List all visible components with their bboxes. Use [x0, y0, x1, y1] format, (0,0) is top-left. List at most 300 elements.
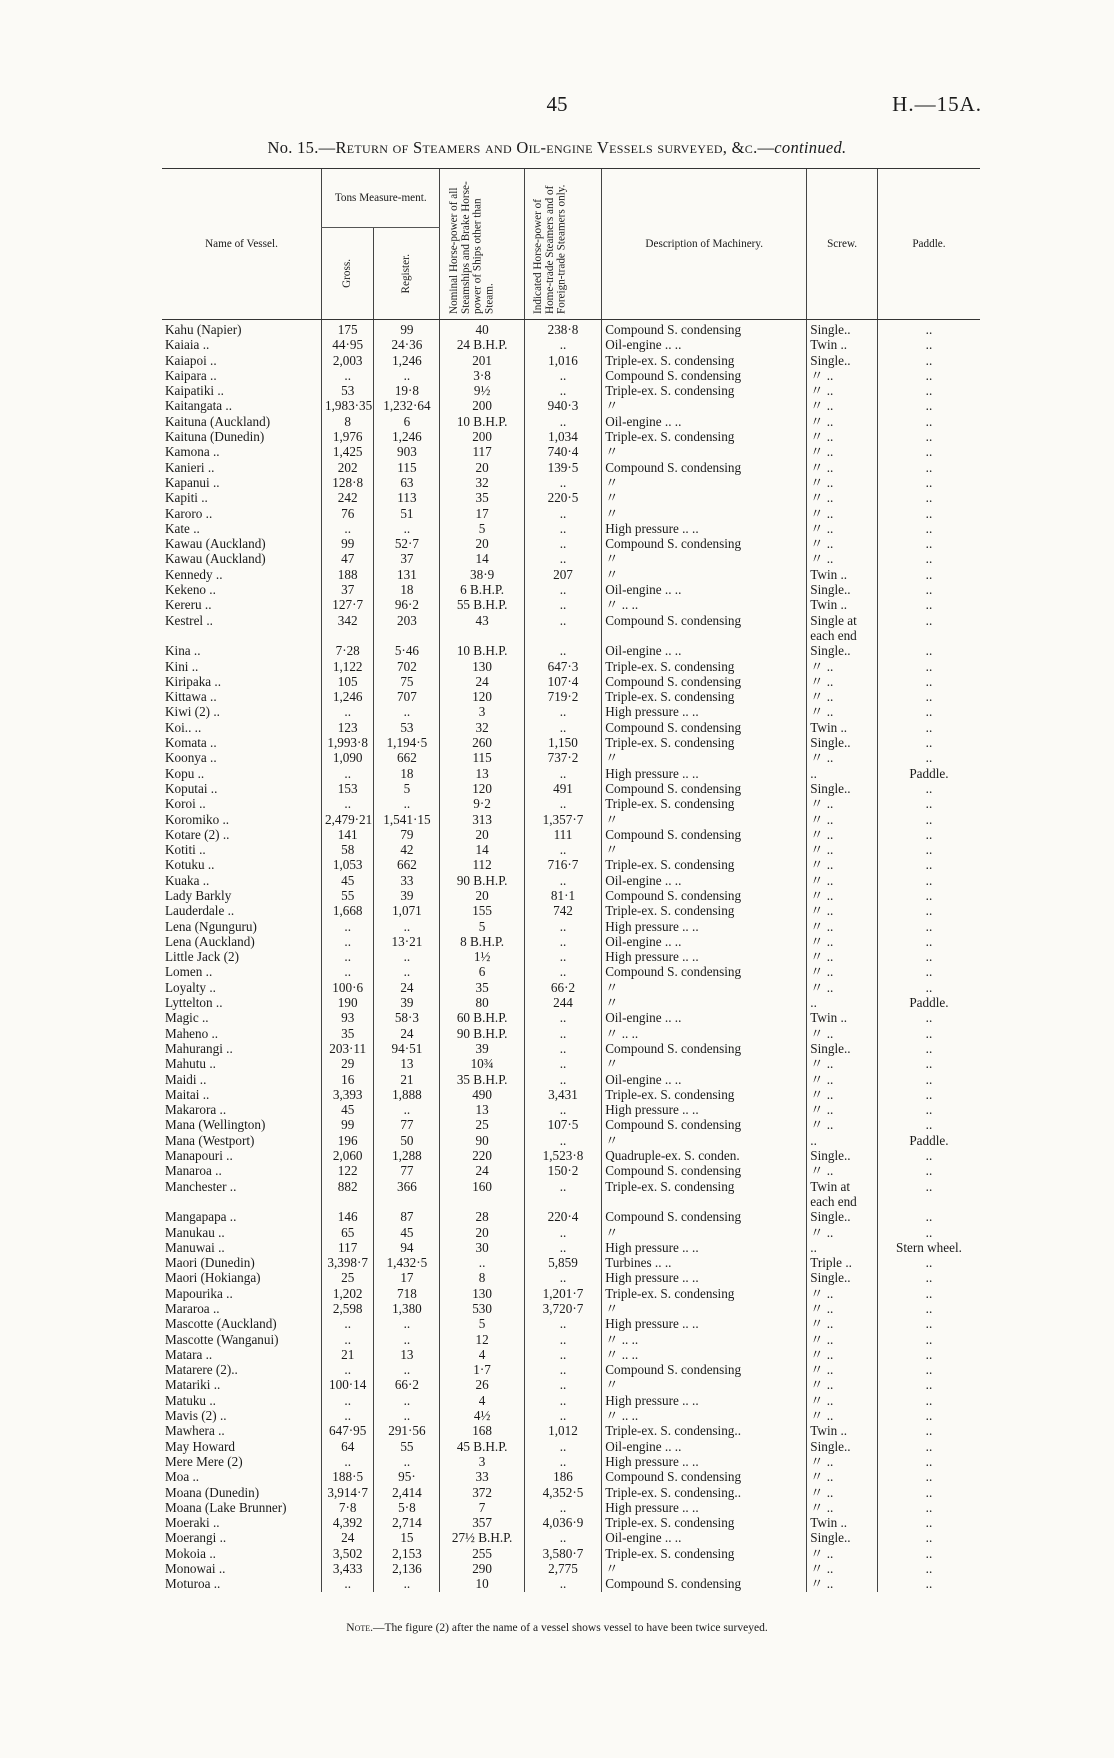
register-tons-cell: ..: [374, 521, 440, 536]
indicated-hp-cell: ..: [524, 1102, 601, 1117]
gross-tons-cell: 122: [321, 1163, 373, 1178]
gross-tons-cell: 100·14: [321, 1377, 373, 1392]
nominal-hp-cell: 26: [440, 1377, 524, 1392]
gross-tons-cell: 342: [321, 613, 373, 628]
machinery-cell: Triple-ex. S. condensing: [602, 1286, 807, 1301]
register-tons-cell: 18: [374, 766, 440, 781]
table-row: [162, 1347, 980, 1362]
table-row: [162, 1087, 980, 1102]
machinery-cell: High pressure .. ..: [602, 1270, 807, 1285]
table-row: [162, 1485, 980, 1500]
indicated-hp-cell: 107·5: [524, 1117, 601, 1132]
gross-tons-cell: 37: [321, 582, 373, 597]
gross-tons-cell: 105: [321, 674, 373, 689]
register-tons-cell: [374, 1194, 440, 1209]
gross-tons-cell: 188: [321, 567, 373, 582]
table-row: [162, 1546, 980, 1561]
table-row: [162, 1377, 980, 1392]
indicated-hp-cell: ..: [524, 1362, 601, 1377]
gross-tons-cell: 1,425: [321, 444, 373, 459]
nominal-hp-cell: 80: [440, 995, 524, 1010]
machinery-cell: 〃: [602, 1561, 807, 1576]
title-main: Return of Steamers and Oil-engine Vessels surveyed, &c.—: [335, 138, 775, 157]
register-tons-cell: ..: [374, 1408, 440, 1423]
screw-cell: Twin ..: [807, 567, 878, 582]
paddle-cell: ..: [877, 582, 980, 597]
table-row: [162, 888, 980, 903]
register-tons-cell: 45: [374, 1225, 440, 1240]
gross-tons-cell: 1,983·35: [321, 398, 373, 413]
vessel-name-cell: Maidi ..: [165, 1071, 207, 1087]
machinery-cell: Triple-ex. S. condensing..: [602, 1485, 807, 1500]
screw-cell: 〃 ..: [807, 1332, 878, 1347]
gross-tons-cell: 16: [321, 1072, 373, 1087]
table-row: [162, 460, 980, 475]
screw-cell: 〃 ..: [807, 949, 878, 964]
register-tons-cell: 24: [374, 980, 440, 995]
gross-tons-cell: 64: [321, 1439, 373, 1454]
register-tons-cell: 366: [374, 1179, 440, 1194]
register-tons-cell: 13: [374, 1056, 440, 1071]
screw-cell: Twin ..: [807, 1423, 878, 1438]
nominal-hp-cell: 9½: [440, 383, 524, 398]
machinery-cell: 〃: [602, 980, 807, 995]
gross-tons-cell: ..: [321, 964, 373, 979]
gross-tons-cell: 1,668: [321, 903, 373, 918]
table-row: [162, 383, 980, 398]
vessel-name-cell: Matara ..: [165, 1346, 213, 1362]
screw-cell: 〃 ..: [807, 536, 878, 551]
nominal-hp-cell: 200: [440, 429, 524, 444]
paddle-cell: ..: [877, 1423, 980, 1438]
gross-tons-cell: 1,246: [321, 689, 373, 704]
vessel-name-cell: Kawau (Auckland): [165, 551, 266, 567]
paddle-cell: ..: [877, 1332, 980, 1347]
indicated-hp-cell: 4,352·5: [524, 1485, 601, 1500]
machinery-cell: Oil-engine .. ..: [602, 1010, 807, 1025]
table-row: [162, 1163, 980, 1178]
gross-tons-cell: 8: [321, 414, 373, 429]
gross-tons-cell: ..: [321, 1332, 373, 1347]
indicated-hp-cell: ..: [524, 1347, 601, 1362]
gross-tons-cell: 47: [321, 551, 373, 566]
table-row: [162, 919, 980, 934]
nominal-hp-cell: 5: [440, 919, 524, 934]
screw-cell: 〃 ..: [807, 1316, 878, 1331]
paddle-cell: ..: [877, 980, 980, 995]
gross-tons-cell: ..: [321, 1316, 373, 1331]
title-continued: continued.: [774, 138, 847, 157]
screw-cell: Single..: [807, 1148, 878, 1163]
vessel-name-cell: Karoro ..: [165, 505, 213, 521]
gross-tons-cell: 29: [321, 1056, 373, 1071]
table-row: [162, 735, 980, 750]
table-row: [162, 1286, 980, 1301]
footnote: [0, 1622, 1114, 1634]
paddle-cell: ..: [877, 460, 980, 475]
register-tons-cell: 5: [374, 781, 440, 796]
indicated-hp-cell: 238·8: [524, 320, 601, 338]
screw-cell: 〃 ..: [807, 414, 878, 429]
nominal-hp-cell: 290: [440, 1561, 524, 1576]
register-tons-cell: 42: [374, 842, 440, 857]
machinery-cell: Compound S. condensing: [602, 674, 807, 689]
screw-cell: 〃 ..: [807, 551, 878, 566]
table-row: [162, 521, 980, 536]
register-tons-cell: 1,888: [374, 1087, 440, 1102]
screw-cell: 〃 ..: [807, 1485, 878, 1500]
indicated-hp-cell: ..: [524, 521, 601, 536]
paddle-cell: ..: [877, 1530, 980, 1545]
machinery-cell: 〃 .. ..: [602, 1332, 807, 1347]
register-label: Register.: [400, 253, 413, 294]
footnote-text: —The figure (2) after the name of a vessel shows vessel to have been twice surveyed.: [373, 1622, 768, 1634]
register-tons-cell: 33: [374, 873, 440, 888]
machinery-cell: Compound S. condensing: [602, 460, 807, 475]
paddle-cell: ..: [877, 842, 980, 857]
register-tons-cell: 79: [374, 827, 440, 842]
gross-tons-cell: ..: [321, 766, 373, 781]
paddle-cell: ..: [877, 1347, 980, 1362]
nominal-hp-cell: 30: [440, 1240, 524, 1255]
screw-cell: Twin ..: [807, 337, 878, 352]
indicated-hp-cell: 3,720·7: [524, 1301, 601, 1316]
column-header-tons: Tons Measure-ment.: [321, 169, 439, 228]
gross-tons-cell: 1,122: [321, 659, 373, 674]
vessel-name-cell: Lomen ..: [165, 964, 213, 980]
table-row: [162, 414, 980, 429]
vessel-name-cell: Manukau ..: [165, 1224, 225, 1240]
nominal-hp-cell: 7: [440, 1500, 524, 1515]
nominal-hp-cell: 35: [440, 490, 524, 505]
column-header-machinery: Description of Machinery.: [602, 169, 807, 320]
indicated-hp-cell: ..: [524, 1576, 601, 1591]
nominal-hp-cell: [440, 628, 524, 643]
table-row: [162, 1332, 980, 1347]
indicated-hp-cell: 1,016: [524, 353, 601, 368]
register-tons-cell: 2,153: [374, 1546, 440, 1561]
vessel-name-cell: Kereru ..: [165, 597, 212, 613]
table-row: [162, 398, 980, 413]
gross-tons-cell: 99: [321, 1117, 373, 1132]
screw-cell: Twin at: [807, 1179, 878, 1194]
paddle-cell: ..: [877, 812, 980, 827]
column-header-register: [374, 228, 440, 320]
register-tons-cell: 1,288: [374, 1148, 440, 1163]
table-row: [162, 1148, 980, 1163]
paddle-cell: ..: [877, 613, 980, 628]
paddle-cell: ..: [877, 429, 980, 444]
indicated-hp-cell: 491: [524, 781, 601, 796]
nominal-hp-cell: [440, 1194, 524, 1209]
nominal-hp-cell: 1½: [440, 949, 524, 964]
machinery-cell: Compound S. condensing: [602, 1209, 807, 1224]
screw-cell: Single..: [807, 1209, 878, 1224]
register-tons-cell: 15: [374, 1530, 440, 1545]
gross-tons-cell: 882: [321, 1179, 373, 1194]
paddle-cell: ..: [877, 320, 980, 338]
register-tons-cell: 5·46: [374, 643, 440, 658]
nominal-hp-cell: 60 B.H.P.: [440, 1010, 524, 1025]
indicated-hp-cell: 3,580·7: [524, 1546, 601, 1561]
nominal-hp-cell: 20: [440, 460, 524, 475]
vessel-name-cell: Kapanui ..: [165, 474, 220, 490]
indicated-hp-cell: 940·3: [524, 398, 601, 413]
nominal-hp-cell: 130: [440, 659, 524, 674]
table-row: [162, 1133, 980, 1148]
gross-tons-cell: 3,393: [321, 1087, 373, 1102]
screw-cell: Single..: [807, 1041, 878, 1056]
machinery-cell: Compound S. condensing: [602, 827, 807, 842]
table-row: [162, 1469, 980, 1484]
nominal-hp-cell: 3: [440, 1454, 524, 1469]
gross-tons-cell: 117: [321, 1240, 373, 1255]
vessel-table: [162, 168, 980, 1592]
gross-tons-cell: [321, 1194, 373, 1209]
paddle-cell: ..: [877, 1041, 980, 1056]
nominal-hp-cell: 4: [440, 1393, 524, 1408]
indicated-hp-cell: 1,034: [524, 429, 601, 444]
gross-tons-cell: 3,433: [321, 1561, 373, 1576]
paddle-cell: ..: [877, 1087, 980, 1102]
table-row: [162, 1240, 980, 1255]
nominal-hp-cell: 25: [440, 1117, 524, 1132]
register-tons-cell: 19·8: [374, 383, 440, 398]
vessel-name-cell: Kaitangata ..: [165, 398, 233, 414]
indicated-hp-cell: ..: [524, 934, 601, 949]
nominal-hp-cell: 6: [440, 964, 524, 979]
machinery-cell: Compound S. condensing: [602, 613, 807, 628]
table-row: [162, 1316, 980, 1331]
register-tons-cell: 1,432·5: [374, 1255, 440, 1270]
indicated-hp-cell: 186: [524, 1469, 601, 1484]
indicated-hp-cell: ..: [524, 842, 601, 857]
screw-cell: Twin ..: [807, 597, 878, 612]
vessel-name-cell: May Howard: [165, 1438, 235, 1454]
vessel-name-cell: Matuku ..: [165, 1392, 216, 1408]
screw-cell: 〃 ..: [807, 429, 878, 444]
register-tons-cell: ..: [374, 1576, 440, 1591]
table-row: [162, 1179, 980, 1194]
indicated-hp-cell: ..: [524, 383, 601, 398]
machinery-cell: Compound S. condensing: [602, 320, 807, 338]
screw-cell: 〃 ..: [807, 674, 878, 689]
table-row: [162, 949, 980, 964]
machinery-cell: Compound S. condensing: [602, 1041, 807, 1056]
table-row: [162, 857, 980, 872]
register-tons-cell: 21: [374, 1072, 440, 1087]
register-tons-cell: 131: [374, 567, 440, 582]
paddle-cell: ..: [877, 1561, 980, 1576]
machinery-cell: Turbines .. ..: [602, 1255, 807, 1270]
machinery-cell: Triple-ex. S. condensing: [602, 796, 807, 811]
screw-cell: 〃 ..: [807, 444, 878, 459]
nominal-hp-cell: 28: [440, 1209, 524, 1224]
machinery-cell: 〃 .. ..: [602, 1026, 807, 1041]
register-tons-cell: 6: [374, 414, 440, 429]
gross-tons-cell: 190: [321, 995, 373, 1010]
screw-cell: 〃 ..: [807, 1469, 878, 1484]
gross-tons-cell: 2,598: [321, 1301, 373, 1316]
vessel-name-cell: Little Jack (2): [165, 949, 239, 965]
screw-cell: 〃 ..: [807, 1286, 878, 1301]
paddle-cell: ..: [877, 1362, 980, 1377]
screw-cell: each end: [807, 1194, 878, 1209]
machinery-cell: Triple-ex. S. condensing: [602, 735, 807, 750]
screw-cell: 〃 ..: [807, 842, 878, 857]
paddle-cell: Paddle.: [877, 995, 980, 1010]
gross-tons-cell: 1,976: [321, 429, 373, 444]
machinery-cell: Oil-engine .. ..: [602, 873, 807, 888]
nominal-hp-cell: 45 B.H.P.: [440, 1439, 524, 1454]
indicated-hp-cell: ..: [524, 475, 601, 490]
indicated-hp-cell: 1,201·7: [524, 1286, 601, 1301]
vessel-name-cell: Magic ..: [165, 1010, 209, 1026]
machinery-cell: High pressure .. ..: [602, 1393, 807, 1408]
paddle-cell: ..: [877, 398, 980, 413]
paddle-cell: ..: [877, 1439, 980, 1454]
paddle-cell: ..: [877, 1117, 980, 1132]
vessel-name-cell: Maori (Hokianga): [165, 1270, 261, 1286]
vessel-name-cell: Kaipatiki ..: [165, 383, 224, 399]
screw-cell: 〃 ..: [807, 1454, 878, 1469]
nominal-hp-cell: 255: [440, 1546, 524, 1561]
gross-tons-cell: 1,090: [321, 750, 373, 765]
screw-cell: 〃 ..: [807, 704, 878, 719]
machinery-cell: Compound S. condensing: [602, 964, 807, 979]
table-row: [162, 490, 980, 505]
gross-tons-cell: 44·95: [321, 337, 373, 352]
gross-tons-cell: 3,398·7: [321, 1255, 373, 1270]
vessel-name-cell: Maheno ..: [165, 1025, 219, 1041]
indicated-hp-cell: ..: [524, 536, 601, 551]
vessel-name-cell: Kaituna (Dunedin): [165, 429, 265, 445]
register-tons-cell: 13: [374, 1347, 440, 1362]
indicated-hp-cell: 742: [524, 903, 601, 918]
indicated-hp-cell: [524, 1194, 601, 1209]
nominal-hp-cell: 120: [440, 689, 524, 704]
indicated-hp-cell: 220·4: [524, 1209, 601, 1224]
machinery-cell: High pressure .. ..: [602, 1316, 807, 1331]
machinery-cell: Compound S. condensing: [602, 720, 807, 735]
nominal-hp-cell: 17: [440, 506, 524, 521]
nominal-hp-cell: 112: [440, 857, 524, 872]
screw-cell: Twin ..: [807, 1515, 878, 1530]
gross-tons-cell: 1,202: [321, 1286, 373, 1301]
screw-cell: 〃 ..: [807, 903, 878, 918]
register-tons-cell: 1,246: [374, 429, 440, 444]
paddle-cell: ..: [877, 1546, 980, 1561]
register-tons-cell: ..: [374, 1362, 440, 1377]
gross-tons-cell: 3,502: [321, 1546, 373, 1561]
gross-tons-cell: 45: [321, 1102, 373, 1117]
indicated-hp-cell: ..: [524, 1133, 601, 1148]
paddle-cell: ..: [877, 1500, 980, 1515]
machinery-cell: [602, 628, 807, 643]
gross-tons-cell: 7·28: [321, 643, 373, 658]
vessel-name-cell: Koromiko ..: [165, 811, 230, 827]
table-row: [162, 1515, 980, 1530]
table-row: [162, 536, 980, 551]
register-tons-cell: 51: [374, 506, 440, 521]
vessel-name-cell: Loyalty ..: [165, 979, 216, 995]
vessel-name-cell: Mapourika ..: [165, 1285, 233, 1301]
gross-tons-cell: ..: [321, 1454, 373, 1469]
indicated-hp-cell: ..: [524, 1500, 601, 1515]
paddle-cell: ..: [877, 337, 980, 352]
screw-cell: 〃 ..: [807, 1163, 878, 1178]
table-row: [162, 475, 980, 490]
gross-tons-cell: 146: [321, 1209, 373, 1224]
screw-cell: 〃 ..: [807, 964, 878, 979]
register-tons-cell: 94·51: [374, 1041, 440, 1056]
vessel-name-cell: Kiwi (2) ..: [165, 704, 220, 720]
machinery-cell: Triple-ex. S. condensing: [602, 857, 807, 872]
table-row: [162, 1026, 980, 1041]
paddle-cell: ..: [877, 475, 980, 490]
vessel-name-cell: Mawhera ..: [165, 1423, 225, 1439]
table-row: [162, 1408, 980, 1423]
table-row: [162, 659, 980, 674]
screw-cell: 〃 ..: [807, 873, 878, 888]
gross-tons-cell: ..: [321, 1393, 373, 1408]
vessel-name-cell: Kennedy ..: [165, 566, 223, 582]
nominal-hp-cell: 120: [440, 781, 524, 796]
table-row: [162, 1010, 980, 1025]
gross-tons-cell: 100·6: [321, 980, 373, 995]
paddle-cell: ..: [877, 735, 980, 750]
machinery-cell: Oil-engine .. ..: [602, 934, 807, 949]
paddle-cell: ..: [877, 1026, 980, 1041]
vessel-name-cell: Kaituna (Auckland): [165, 413, 271, 429]
paddle-cell: Stern wheel.: [877, 1240, 980, 1255]
screw-cell: 〃 ..: [807, 888, 878, 903]
register-tons-cell: 1,246: [374, 353, 440, 368]
register-tons-cell: ..: [374, 919, 440, 934]
screw-cell: Single at: [807, 613, 878, 628]
nominal-hp-cell: 20: [440, 888, 524, 903]
indicated-hp-cell: 244: [524, 995, 601, 1010]
gross-tons-cell: 153: [321, 781, 373, 796]
register-tons-cell: 55: [374, 1439, 440, 1454]
vessel-name-cell: [162, 1194, 321, 1209]
paddle-cell: ..: [877, 919, 980, 934]
machinery-cell: Compound S. condensing: [602, 781, 807, 796]
indicated-hp-cell: ..: [524, 1454, 601, 1469]
nominal-hp-cell: 33: [440, 1469, 524, 1484]
paddle-cell: ..: [877, 689, 980, 704]
paddle-cell: ..: [877, 720, 980, 735]
nominal-hp-cell: 14: [440, 551, 524, 566]
screw-cell: 〃 ..: [807, 383, 878, 398]
machinery-cell: Triple-ex. S. condensing: [602, 429, 807, 444]
register-tons-cell: 13·21: [374, 934, 440, 949]
paddle-cell: ..: [877, 1056, 980, 1071]
indicated-hp-cell: ..: [524, 1393, 601, 1408]
screw-cell: 〃 ..: [807, 1546, 878, 1561]
paddle-cell: ..: [877, 873, 980, 888]
table-row: [162, 1102, 980, 1117]
paddle-cell: ..: [877, 1225, 980, 1240]
machinery-cell: 〃: [602, 444, 807, 459]
paddle-cell: ..: [877, 949, 980, 964]
vessel-name-cell: Koi.. ..: [165, 719, 202, 735]
vessel-name-cell: Kotiti ..: [165, 842, 206, 858]
machinery-cell: Oil-engine .. ..: [602, 337, 807, 352]
vessel-name-cell: Kaipara ..: [165, 367, 217, 383]
indicated-hp-cell: ..: [524, 1041, 601, 1056]
table-row: [162, 551, 980, 566]
